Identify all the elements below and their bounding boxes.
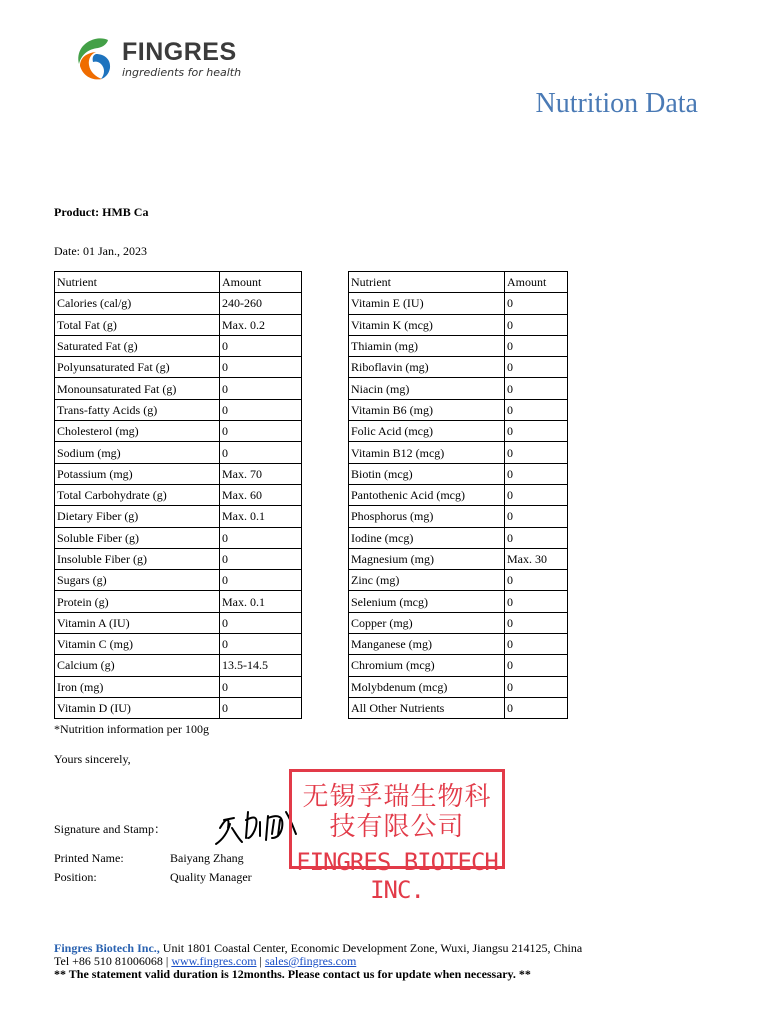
website-link[interactable]: www.fingres.com — [171, 954, 257, 968]
printed-name-value: Baiyang Zhang — [170, 851, 244, 865]
nutrient-cell: Saturated Fat (g) — [55, 335, 220, 356]
table-row — [55, 335, 302, 356]
column-header: Amount — [505, 272, 568, 293]
amount-cell: 240-260 — [220, 293, 302, 314]
footer-separator: | — [256, 954, 265, 968]
table-right-body — [349, 272, 568, 719]
nutrient-cell: Dietary Fiber (g) — [55, 506, 220, 527]
nutrient-cell: Manganese (mg) — [349, 634, 505, 655]
nutrient-cell: Sodium (mg) — [55, 442, 220, 463]
nutrient-cell: Vitamin C (mg) — [55, 634, 220, 655]
nutrient-cell: Vitamin B6 (mg) — [349, 399, 505, 420]
table-row — [349, 591, 568, 612]
table-row — [55, 676, 302, 697]
nutrient-cell: Protein (g) — [55, 591, 220, 612]
column-header: Nutrient — [349, 272, 505, 293]
nutrient-cell: Zinc (mg) — [349, 570, 505, 591]
table-row — [349, 399, 568, 420]
amount-cell: 0 — [220, 676, 302, 697]
table-row — [349, 676, 568, 697]
logo-tagline: ingredients for health — [122, 66, 242, 79]
nutrient-cell: Vitamin K (mcg) — [349, 314, 505, 335]
table-row — [55, 399, 302, 420]
column-header: Amount — [220, 272, 302, 293]
footer-notice: ** The statement valid duration is 12months. Please contact us for update when necessary. ** — [54, 967, 531, 981]
amount-cell: 0 — [505, 463, 568, 484]
table-row — [55, 421, 302, 442]
nutrient-cell: Niacin (mg) — [349, 378, 505, 399]
amount-cell: 0 — [505, 314, 568, 335]
table-row — [349, 548, 568, 569]
amount-cell: 0 — [505, 676, 568, 697]
nutrient-cell: Trans-fatty Acids (g) — [55, 399, 220, 420]
amount-cell: 0 — [220, 697, 302, 718]
nutrient-cell: Iron (mg) — [55, 676, 220, 697]
amount-cell: 0 — [505, 612, 568, 633]
table-row — [349, 421, 568, 442]
amount-cell: Max. 70 — [220, 463, 302, 484]
table-row — [55, 634, 302, 655]
amount-cell: 0 — [505, 634, 568, 655]
table-left-body — [55, 272, 302, 719]
table-row — [55, 463, 302, 484]
nutrient-cell: Monounsaturated Fat (g) — [55, 378, 220, 399]
table-row — [349, 463, 568, 484]
nutrition-table-right — [348, 271, 568, 719]
table-row — [55, 293, 302, 314]
amount-cell: 0 — [220, 612, 302, 633]
table-row — [55, 612, 302, 633]
amount-cell: 0 — [220, 335, 302, 356]
table-header-row — [55, 272, 302, 293]
amount-cell: 0 — [220, 442, 302, 463]
amount-cell: Max. 60 — [220, 484, 302, 505]
amount-cell: Max. 0.1 — [220, 591, 302, 612]
amount-cell: 0 — [220, 357, 302, 378]
nutrient-cell: Chromium (mcg) — [349, 655, 505, 676]
nutrient-cell: Pantothenic Acid (mcg) — [349, 484, 505, 505]
date-value: 01 Jan., 2023 — [83, 244, 147, 258]
table-row — [55, 655, 302, 676]
amount-cell: 0 — [220, 399, 302, 420]
nutrient-cell: Iodine (mcg) — [349, 527, 505, 548]
amount-cell: 0 — [505, 421, 568, 442]
amount-cell: 13.5-14.5 — [220, 655, 302, 676]
amount-cell: 0 — [505, 399, 568, 420]
nutrient-cell: Sugars (g) — [55, 570, 220, 591]
nutrient-cell: Vitamin E (IU) — [349, 293, 505, 314]
table-row — [55, 591, 302, 612]
amount-cell: 0 — [505, 378, 568, 399]
signature-label: Signature and Stamp： — [54, 822, 166, 836]
nutrient-cell: Biotin (mcg) — [349, 463, 505, 484]
nutrient-cell: Calcium (g) — [55, 655, 220, 676]
nutrient-cell: Calories (cal/g) — [55, 293, 220, 314]
date-label: Date: — [54, 244, 80, 258]
table-row — [349, 442, 568, 463]
nutrient-cell: Magnesium (mg) — [349, 548, 505, 569]
nutrient-cell: Vitamin A (IU) — [55, 612, 220, 633]
nutrient-cell: Folic Acid (mcg) — [349, 421, 505, 442]
table-row — [55, 442, 302, 463]
product-label: Product: — [54, 205, 100, 219]
amount-cell: 0 — [220, 548, 302, 569]
nutrient-cell: Molybdenum (mcg) — [349, 676, 505, 697]
amount-cell: 0 — [220, 570, 302, 591]
nutrient-cell: Total Fat (g) — [55, 314, 220, 335]
amount-cell: 0 — [505, 335, 568, 356]
table-row — [55, 378, 302, 399]
nutrient-cell: Selenium (mcg) — [349, 591, 505, 612]
footer-company-name: Fingres Biotech Inc., — [54, 941, 160, 955]
table-row — [349, 506, 568, 527]
product-value: HMB Ca — [102, 205, 149, 219]
nutrition-table-left — [54, 271, 302, 719]
amount-cell: 0 — [505, 591, 568, 612]
amount-cell: 0 — [505, 527, 568, 548]
amount-cell: 0 — [505, 697, 568, 718]
footnote: *Nutrition information per 100g — [54, 722, 209, 736]
product-line — [54, 205, 148, 220]
nutrient-cell: Potassium (mg) — [55, 463, 220, 484]
table-row — [349, 634, 568, 655]
amount-cell: 0 — [220, 634, 302, 655]
nutrient-cell: Phosphorus (mg) — [349, 506, 505, 527]
table-row — [55, 357, 302, 378]
table-row — [349, 357, 568, 378]
table-row — [55, 314, 302, 335]
page-title: Nutrition Data — [535, 88, 698, 119]
nutrient-cell: Cholesterol (mg) — [55, 421, 220, 442]
nutrient-cell: Vitamin D (IU) — [55, 697, 220, 718]
stamp-chinese-text: 无锡孚瑞生物科技有限公司 — [302, 782, 492, 842]
table-row — [55, 484, 302, 505]
amount-cell: 0 — [505, 442, 568, 463]
amount-cell: Max. 0.1 — [220, 506, 302, 527]
nutrient-cell: Soluble Fiber (g) — [55, 527, 220, 548]
stamp-english-text: FINGRES BIOTECH INC. — [296, 848, 498, 904]
nutrient-cell: Thiamin (mg) — [349, 335, 505, 356]
nutrient-cell: All Other Nutrients — [349, 697, 505, 718]
table-row — [349, 697, 568, 718]
amount-cell: 0 — [220, 421, 302, 442]
table-row — [349, 612, 568, 633]
nutrient-cell: Copper (mg) — [349, 612, 505, 633]
amount-cell: 0 — [505, 570, 568, 591]
table-row — [349, 484, 568, 505]
footer-tel: Tel +86 510 81006068 | — [54, 954, 172, 968]
table-row — [349, 570, 568, 591]
amount-cell: 0 — [220, 378, 302, 399]
amount-cell: 0 — [220, 527, 302, 548]
nutrient-cell: Total Carbohydrate (g) — [55, 484, 220, 505]
table-row — [349, 335, 568, 356]
table-row — [349, 314, 568, 335]
company-stamp — [289, 769, 505, 904]
table-row — [349, 527, 568, 548]
amount-cell: Max. 0.2 — [220, 314, 302, 335]
nutrient-cell: Insoluble Fiber (g) — [55, 548, 220, 569]
printed-name-label: Printed Name: — [54, 851, 124, 865]
table-row — [55, 570, 302, 591]
table-row — [349, 655, 568, 676]
position-value: Quality Manager — [170, 870, 252, 884]
column-header: Nutrient — [55, 272, 220, 293]
amount-cell: 0 — [505, 293, 568, 314]
amount-cell: 0 — [505, 655, 568, 676]
amount-cell: 0 — [505, 484, 568, 505]
company-logo — [74, 36, 264, 84]
table-row — [55, 506, 302, 527]
table-row — [349, 293, 568, 314]
footer-address: Unit 1801 Coastal Center, Economic Development Zone, Wuxi, Jiangsu 214125, China — [159, 941, 583, 955]
table-row — [55, 548, 302, 569]
logo-wordmark: FINGRES — [122, 38, 237, 66]
table-row — [349, 378, 568, 399]
amount-cell: 0 — [505, 506, 568, 527]
email-link[interactable]: sales@fingres.com — [264, 954, 357, 968]
nutrient-cell: Riboflavin (mg) — [349, 357, 505, 378]
amount-cell: Max. 30 — [505, 548, 568, 569]
date-line — [54, 244, 147, 259]
table-row — [55, 527, 302, 548]
nutrient-cell: Vitamin B12 (mcg) — [349, 442, 505, 463]
fingres-logo-icon — [74, 36, 116, 82]
closing-text: Yours sincerely, — [54, 752, 131, 766]
position-label: Position: — [54, 870, 97, 884]
table-header-row — [349, 272, 568, 293]
amount-cell: 0 — [505, 357, 568, 378]
nutrient-cell: Polyunsaturated Fat (g) — [55, 357, 220, 378]
table-row — [55, 697, 302, 718]
